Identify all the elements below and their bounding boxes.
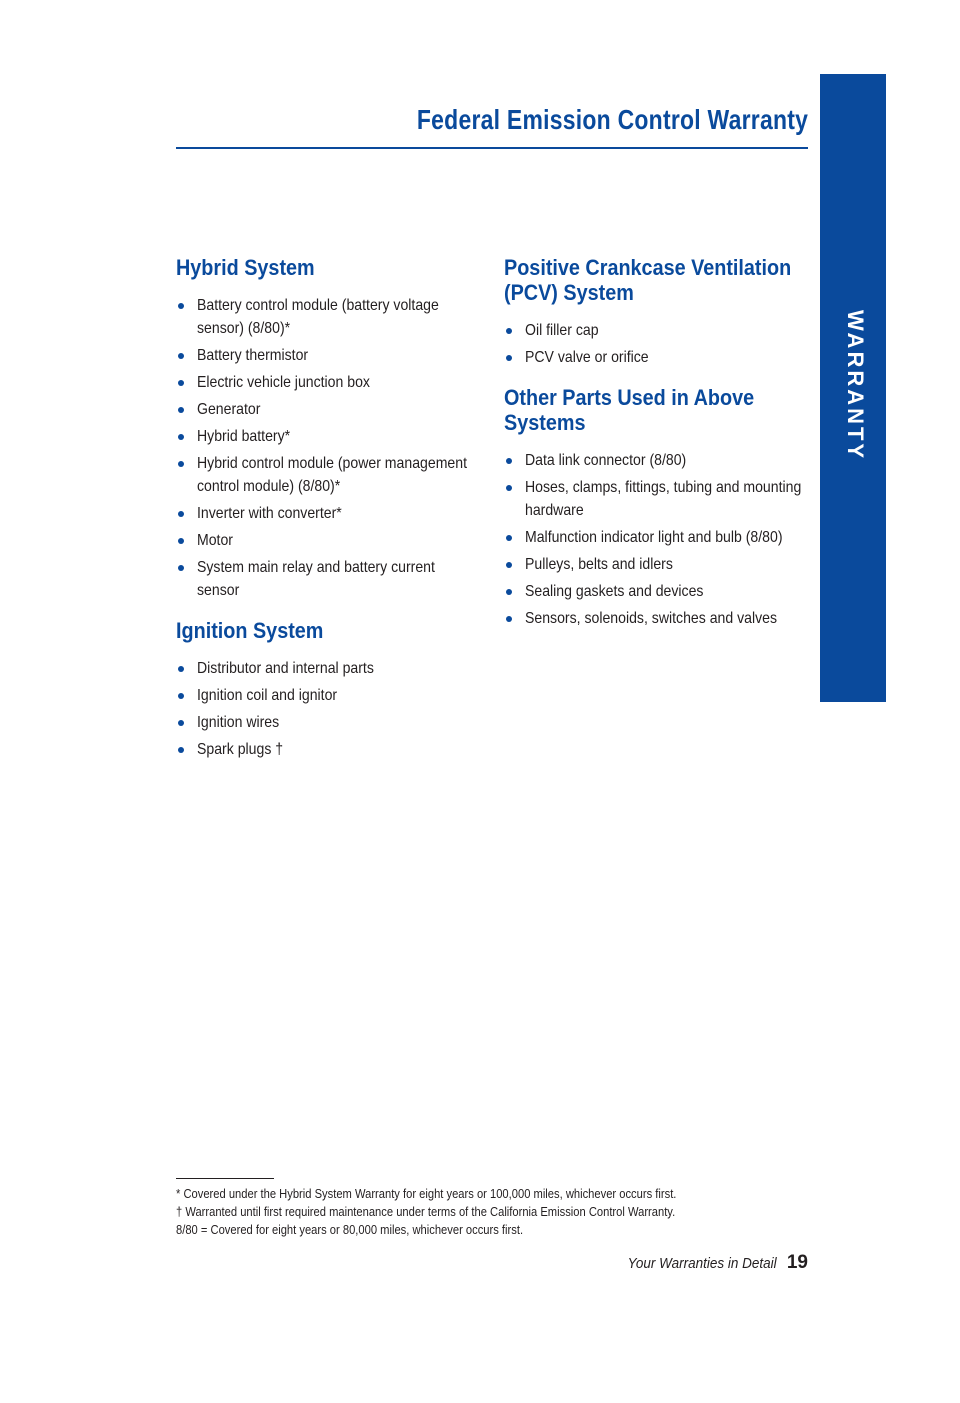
bullet-icon xyxy=(178,666,184,672)
list-item xyxy=(176,398,476,421)
page-number: 19 xyxy=(786,1252,808,1273)
list-item-text: Sealing gaskets and devices xyxy=(525,583,704,600)
footnote-divider xyxy=(176,1178,274,1179)
item-list xyxy=(176,294,476,602)
list-item-text: Spark plugs † xyxy=(197,741,284,758)
section-heading: Positive Crankcase Ventilation (PCV) System xyxy=(504,255,792,305)
list-item xyxy=(176,684,476,707)
list-item xyxy=(176,529,476,552)
list-item xyxy=(504,607,804,630)
left-column xyxy=(176,255,476,765)
list-item-text: Ignition coil and ignitor xyxy=(197,687,338,704)
bullet-icon xyxy=(506,328,512,334)
section xyxy=(504,255,804,369)
bullet-icon xyxy=(506,485,512,491)
bullet-icon xyxy=(178,747,184,753)
section xyxy=(176,618,476,761)
list-item xyxy=(176,738,476,761)
list-item xyxy=(504,449,804,472)
bullet-icon xyxy=(178,565,184,571)
list-item xyxy=(176,294,476,340)
list-item-text: Oil filler cap xyxy=(525,322,599,339)
bullet-icon xyxy=(506,535,512,541)
section xyxy=(176,255,476,602)
bullet-icon xyxy=(178,461,184,467)
list-item xyxy=(504,553,804,576)
list-item xyxy=(176,452,476,498)
section xyxy=(504,385,804,630)
list-item-text: Battery thermistor xyxy=(197,347,309,364)
list-item-text: Motor xyxy=(197,532,233,549)
list-item-text: Hybrid battery* xyxy=(197,428,291,445)
list-item-text: Data link connector (8/80) xyxy=(525,452,687,469)
list-item xyxy=(176,711,476,734)
list-item xyxy=(504,526,804,549)
list-item xyxy=(504,346,804,369)
list-item-text: Electric vehicle junction box xyxy=(197,374,370,391)
list-item xyxy=(176,371,476,394)
list-item-text: PCV valve or orifice xyxy=(525,349,649,366)
title-divider xyxy=(176,147,808,149)
list-item xyxy=(504,476,804,522)
running-footer-label: Your Warranties in Detail xyxy=(627,1255,777,1272)
list-item xyxy=(504,319,804,342)
item-list xyxy=(504,449,804,630)
page-title: Federal Emission Control Warranty xyxy=(416,104,808,135)
list-item-text: Battery control module (battery voltage sensor) (8/80)* xyxy=(197,297,439,337)
list-item xyxy=(176,425,476,448)
list-item-text: Hoses, clamps, fittings, tubing and mounting hardware xyxy=(525,479,802,519)
section-heading: Hybrid System xyxy=(176,255,315,280)
side-tab-label: WARRANTY xyxy=(843,310,868,462)
list-item-text: Pulleys, belts and idlers xyxy=(525,556,673,573)
bullet-icon xyxy=(178,407,184,413)
footnotes xyxy=(176,1185,816,1239)
footnote: † Warranted until first required maintenance under terms of the California Emission Control Warranty. xyxy=(176,1204,676,1219)
list-item-text: Generator xyxy=(197,401,261,418)
bullet-icon xyxy=(178,511,184,517)
bullet-icon xyxy=(506,562,512,568)
list-item xyxy=(176,344,476,367)
list-item xyxy=(176,502,476,525)
list-item xyxy=(504,580,804,603)
list-item-text: System main relay and battery current sensor xyxy=(197,559,435,599)
list-item xyxy=(176,657,476,680)
item-list xyxy=(176,657,476,761)
item-list xyxy=(504,319,804,369)
bullet-icon xyxy=(506,589,512,595)
footnote: * Covered under the Hybrid System Warranty for eight years or 100,000 miles, whichever occurs first. xyxy=(176,1186,677,1201)
list-item-text: Malfunction indicator light and bulb (8/80) xyxy=(525,529,783,546)
footnote: 8/80 = Covered for eight years or 80,000 miles, whichever occurs first. xyxy=(176,1222,524,1237)
list-item-text: Ignition wires xyxy=(197,714,280,731)
bullet-icon xyxy=(506,355,512,361)
running-footer xyxy=(611,1252,808,1274)
bullet-icon xyxy=(178,693,184,699)
bullet-icon xyxy=(506,458,512,464)
list-item xyxy=(176,556,476,602)
bullet-icon xyxy=(178,353,184,359)
bullet-icon xyxy=(506,616,512,622)
side-tab xyxy=(820,74,886,702)
section-heading: Ignition System xyxy=(176,618,324,643)
right-column xyxy=(504,255,804,634)
list-item-text: Inverter with converter* xyxy=(197,505,342,522)
list-item-text: Distributor and internal parts xyxy=(197,660,374,677)
list-item-text: Hybrid control module (power management control module) (8/80)* xyxy=(197,455,467,495)
section-heading: Other Parts Used in Above Systems xyxy=(504,385,755,435)
list-item-text: Sensors, solenoids, switches and valves xyxy=(525,610,778,627)
bullet-icon xyxy=(178,538,184,544)
bullet-icon xyxy=(178,380,184,386)
bullet-icon xyxy=(178,303,184,309)
bullet-icon xyxy=(178,720,184,726)
bullet-icon xyxy=(178,434,184,440)
